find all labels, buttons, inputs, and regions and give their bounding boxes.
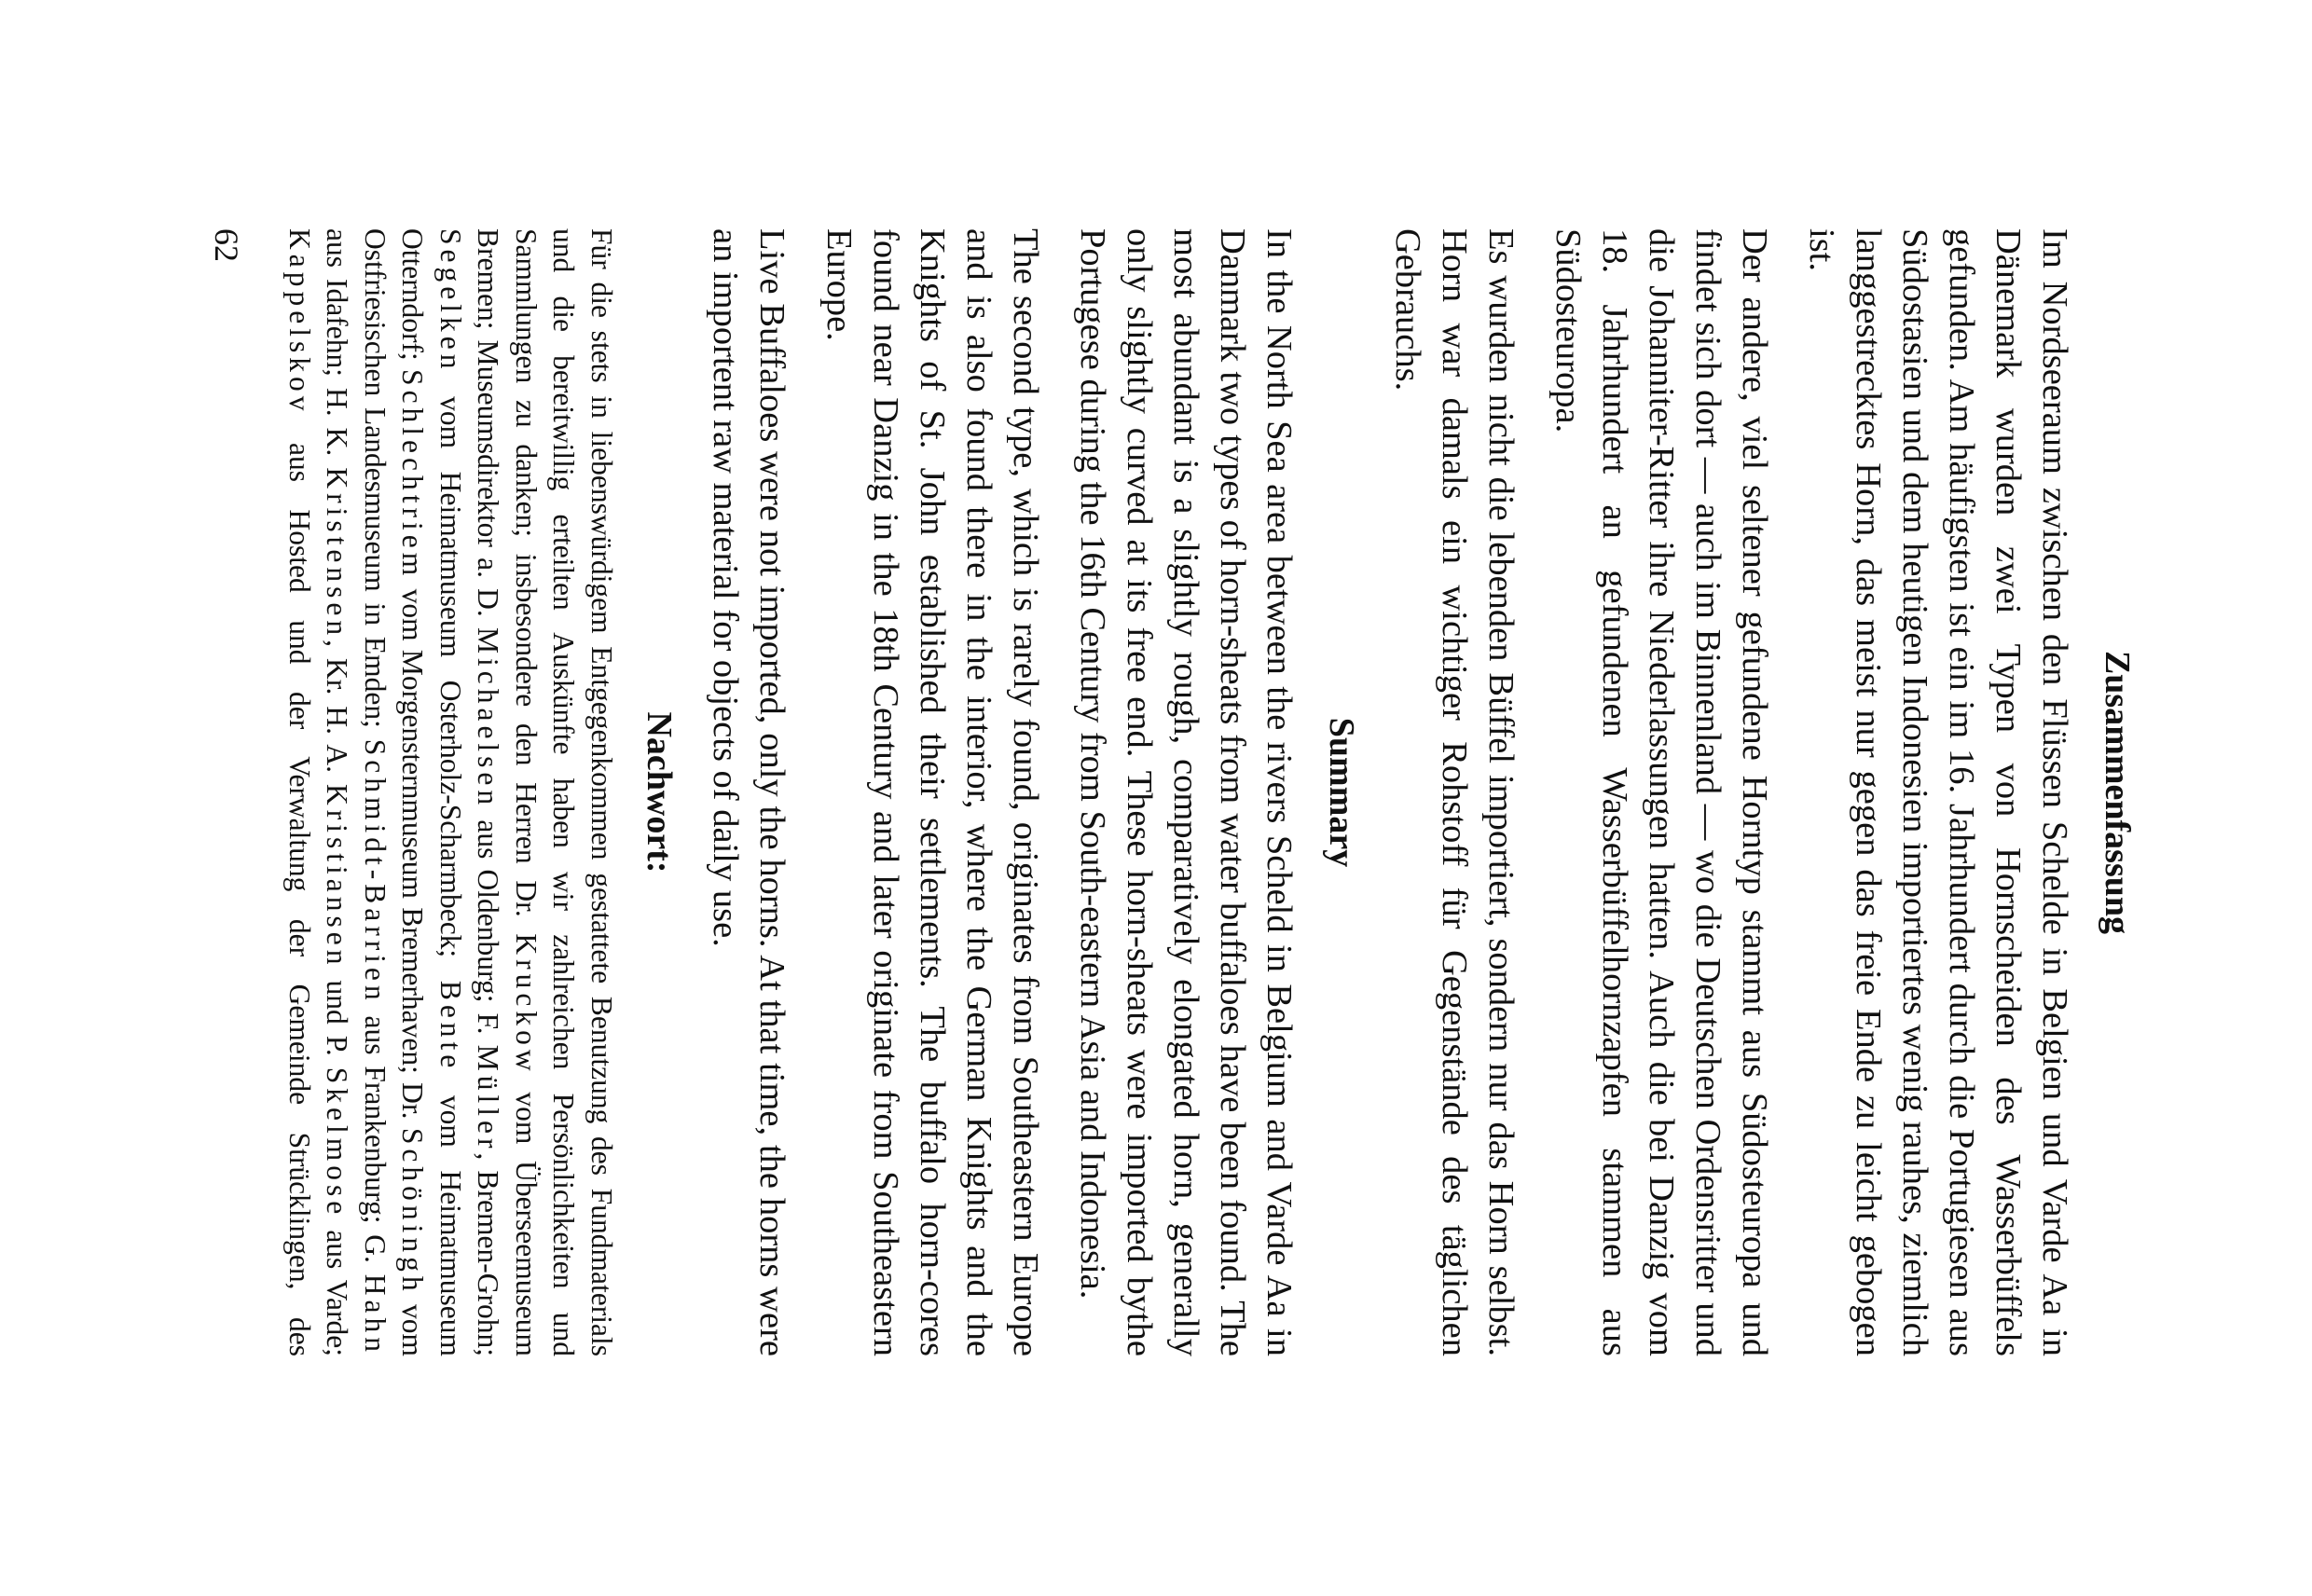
nachwort-text: , Bremen-Grohn;: [472, 1152, 505, 1356]
nachwort-text: vom Überseemuseum Bremen; Museumsdirektor a. D.: [472, 228, 543, 1356]
summary-heading: Summary: [1322, 717, 1361, 868]
person-name: Kruckow: [510, 933, 543, 1076]
nachwort-text: , Kr. H. A.: [321, 640, 354, 785]
summary-paragraph-3: Live Buffaloes were not imported, only the horns. At that time, the horns were an importent raw material for objects of daily use.: [706, 228, 791, 1356]
zusammenfassung-paragraph-1: Im Nordseeraum zwischen den Flüssen Schelde in Belgien und Varde Aa in Dänemark wurden zwei Typen von Hornscheiden des Wasserbüffels gefunden. Am häufigsten ist ein im 16. Jahrhundert durch die Portugiesen aus Südostasien und dem heutigen Indonesien importiertes wenig rauhes, ziemlich langgestrecktes Horn, das meist nur gegen das freie Ende zu leicht gebogen ist.: [1802, 228, 2074, 1356]
nachwort-text: Für die stets in liebenswürdigem Entgegenkommen gestattete Benutzung des Fundmaterials und die bereitwillig erteilten Auskünfte haben wir zahlreichen Persönlichkeiten und Sammlungen zu danken; insbesondere den Herren Dr.: [510, 228, 618, 1356]
nachwort-text: vom Heimatmuseum Osterholz-Scharmbeck;: [434, 373, 467, 981]
summary-paragraph-1: In the North Sea area between the rivers Scheld in Belgium and Varde Aa in Danmark two types of horn-sheats from water buffaloes have been found. The most abundant is a slightly rough, comparatively elongated horn, generally only slightly curved at its free end. These horn-sheats were imported bythe Portugese during the 16th Century from South-eastern Asia and Indonesia.: [1073, 228, 1299, 1356]
person-name: Schlechtriem: [396, 369, 430, 581]
nachwort-text: aus Idafehn; H. K.: [321, 228, 354, 468]
person-name: Bente: [434, 980, 467, 1073]
person-name: Schmidt-Barrien: [359, 738, 392, 1005]
nachwort-text: vom Morgensternmuseum Bremerhaven; Dr.: [396, 580, 430, 1128]
nachwort-text: aus Hosted und der Verwaltung der Gemeinde Strücklingen, des: [283, 443, 316, 1356]
nachwort-paragraph: [280, 228, 620, 1356]
nachwort-text: und P.: [321, 969, 354, 1067]
zusammenfassung-heading: Zusammenfassung: [2098, 650, 2137, 935]
person-name: Kristiansen: [321, 784, 354, 970]
zusammenfassung-paragraph-3: Es wurden nicht die lebenden Büffel importiert, sondern nur das Horn selbst. Horn war damals ein wichtiger Rohstoff für Gegenstände des täglichen Gebrauchs.: [1388, 228, 1521, 1356]
summary-paragraph-2: The second type, which is rarely found, originates from Southeastern Europe and is also found there in the interior, where the German Knights and the Knights of St. John established their settlements. The buffalo horn-cores found near Danzig in the 18th Century and later originate from Southeastern Europe.: [819, 228, 1045, 1356]
person-name: Müller: [472, 1044, 505, 1153]
nachwort-text: vom Heimatmuseum Otterndorf;: [396, 228, 467, 1356]
person-name: Segelken: [434, 228, 467, 374]
person-name: Schöningh: [396, 1127, 430, 1296]
nachwort-heading: Nachwort:: [640, 711, 679, 874]
person-name: Hahn: [359, 1273, 392, 1356]
nachwort-text: aus Varde;: [321, 1218, 354, 1356]
page-number: 62: [208, 228, 245, 262]
zusammenfassung-paragraph-2: Der andere, viel seltener gefundene Horntyp stammt aus Südosteuropa und findet sich dort — auch im Binnenland — wo die Deutschen Ordensritter und die Johanniter-Ritter ihre Niederlassungen hatten. Auch die bei Danzig vom 18. Jahrhundert an gefundenen Wasserbüffelhornzapfen stammen aus Südosteuropa.: [1548, 228, 1774, 1356]
person-name: Kristensen: [321, 467, 354, 640]
nachwort-text: vom Ostfriesischen Landesmuseum in Emden;: [359, 228, 430, 1356]
nachwort-text: aus Oldenburg; F.: [472, 809, 505, 1045]
text-block: [280, 228, 2140, 1356]
person-name: Skelmose: [321, 1066, 354, 1219]
person-name: Kappelskov: [283, 228, 316, 416]
nachwort-text: aus Frankenburg; G.: [359, 1004, 392, 1274]
person-name: Michaelsen: [472, 626, 505, 810]
